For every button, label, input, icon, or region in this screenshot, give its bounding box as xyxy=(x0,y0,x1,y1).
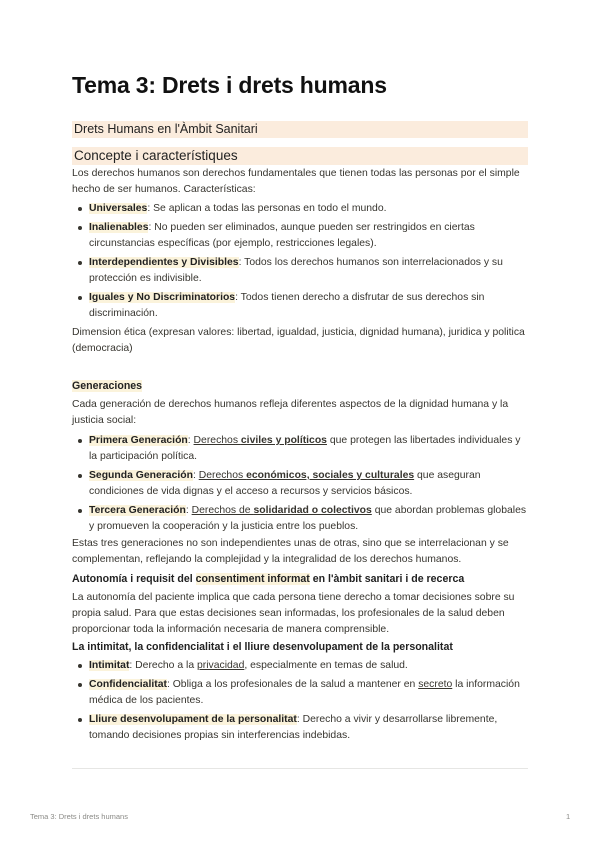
characteristics-list xyxy=(72,201,528,325)
concepte-heading: Concepte i característiques xyxy=(72,147,528,165)
list-item: Universales: Se aplican a todas las personas en todo el mundo. xyxy=(72,201,528,217)
section-band: Drets Humans en l'Àmbit Sanitari xyxy=(72,121,528,138)
intimitat-heading: La intimitat, la confidencialitat i el lliure desenvolupament de la personalitat xyxy=(72,641,453,653)
list-item: Lliure desenvolupament de la personalitat: Derecho a vivir y desarrollarse libremente, tomando decisiones propias sin interferencias indebidas. xyxy=(72,712,528,744)
generaciones-outro: Estas tres generaciones no son independientes unas de otras, sino que se interrelacionan y se complementan, reflejando la complejidad y la integralidad de los derechos humanos. xyxy=(72,538,509,565)
list-item: Interdependientes y Divisibles: Todos los derechos humanos son interrelacionados y su protección es indivisible. xyxy=(72,255,528,287)
concepte-intro: Los derechos humanos son derechos fundamentales que tienen todas las personas por el simple hecho de ser humanos. Características: xyxy=(72,168,520,195)
autonomia-heading: Autonomía i requisit del consentiment informat en l'àmbit sanitari i de recerca xyxy=(72,573,465,585)
footer-page-number: 1 xyxy=(566,812,571,821)
generations-list xyxy=(72,433,528,538)
list-item: Segunda Generación: Derechos económicos, sociales y culturales que aseguran condiciones de vida dignas y el acceso a recursos y servicios básicos. xyxy=(72,468,528,500)
list-item: Primera Generación: Derechos civiles y políticos que protegen las libertades individuales y la participación política. xyxy=(72,433,528,465)
list-item: Tercera Generación: Derechos de solidaridad o colectivos que abordan problemas globales y promueven la cooperación y la justicia entre los pueblos. xyxy=(72,503,528,535)
list-item: Inalienables: No pueden ser eliminados, aunque pueden ser restringidos en ciertas circunstancias específicas (por ejemplo, restricciones legales). xyxy=(72,220,528,252)
list-item: Intimitat: Derecho a la privacidad, especialmente en temas de salud. xyxy=(72,658,528,674)
generaciones-intro: Cada generación de derechos humanos refleja diferentes aspectos de la dignidad humana y la justicia social: xyxy=(72,399,509,426)
footer-title: Tema 3: Drets i drets humans xyxy=(30,812,128,821)
autonomia-text: La autonomía del paciente implica que cada persona tiene derecho a tomar decisiones sobre su propia salud. Para que estas decisiones sean informadas, los profesionales de la salud deben proporcionar toda la información necesaria de manera comprensible. xyxy=(72,592,515,635)
dimension-text: Dimension ética (expresan valores: libertad, igualdad, justicia, dignidad humana), juridica y politica (democracia) xyxy=(72,327,525,354)
intimitat-list xyxy=(72,658,528,747)
generaciones-heading: Generaciones xyxy=(72,380,143,392)
page-title: Tema 3: Drets i drets humans xyxy=(72,72,387,98)
list-item: Iguales y No Discriminatorios: Todos tienen derecho a disfrutar de sus derechos sin discriminación. xyxy=(72,290,528,322)
divider xyxy=(72,768,528,769)
list-item: Confidencialitat: Obliga a los profesionales de la salud a mantener en secreto la información médica de los pacientes. xyxy=(72,677,528,709)
